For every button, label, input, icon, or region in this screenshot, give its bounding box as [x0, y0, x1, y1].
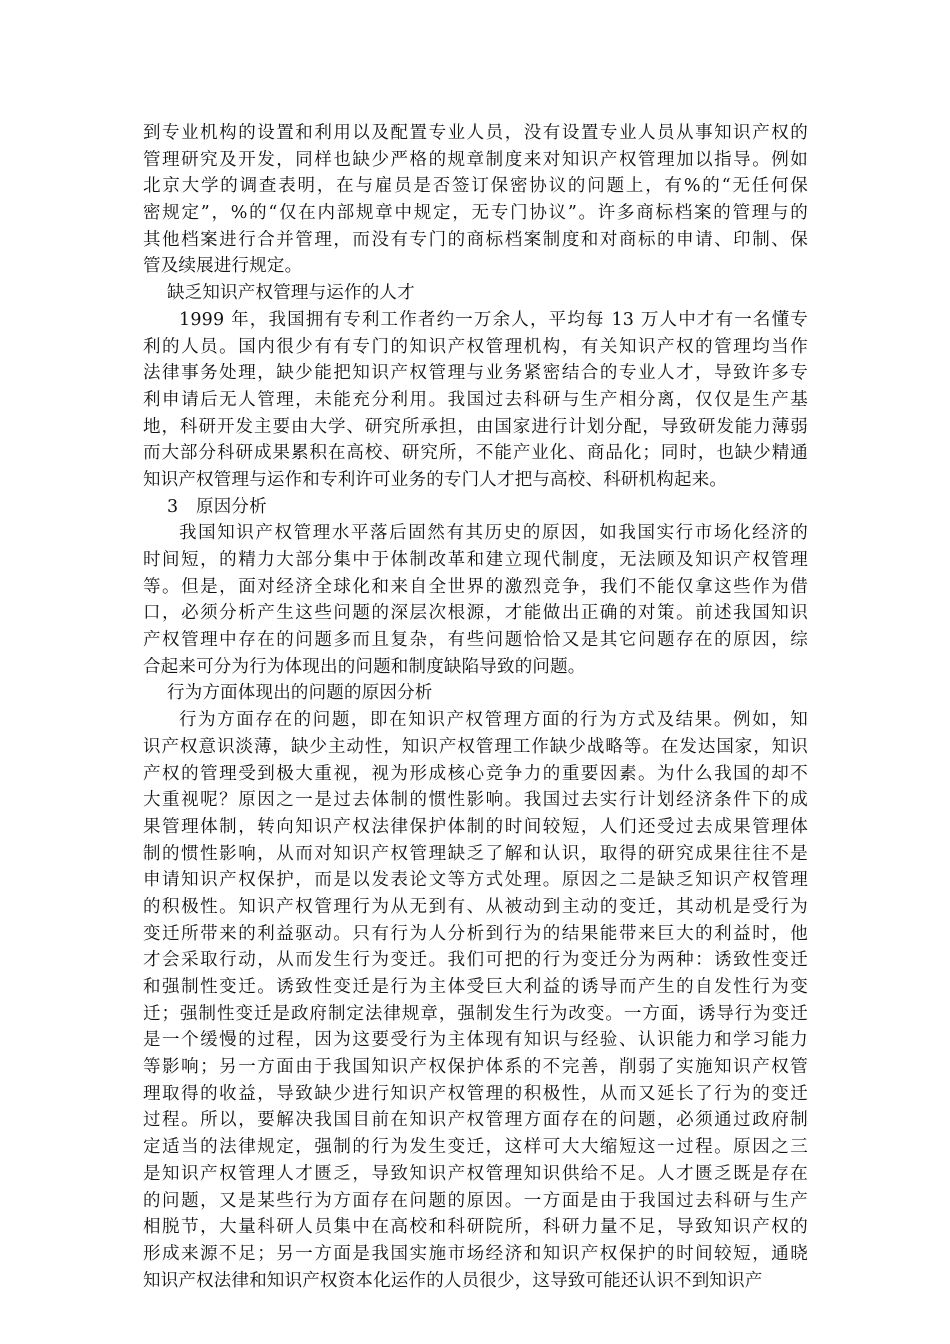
text-line: 行为方面存在的问题，即在知识产权管理方面的行为方式及结果。例如，知 [179, 710, 808, 731]
text-line: 管理研究及开发，同样也缺少严格的规章制度来对知识产权管理加以指导。例如 [143, 149, 808, 170]
text-line: 变迁所带来的利益驱动。只有行为人分析到行为的结果能带来巨大的利益时，他 [143, 923, 808, 944]
section-heading [143, 280, 808, 307]
paragraph [143, 307, 808, 494]
text-line: 识产权意识淡薄，缺少主动性，知识产权管理工作缺少战略等。在发达国家，知识 [143, 736, 808, 757]
text-line: 法律事务处理，缺少能把知识产权管理与业务紧密结合的专业人才，导致许多专 [143, 363, 808, 384]
text-line: 密规定”，%的“仅在内部规章中规定，无专门协议”。许多商标档案的管理与的 [143, 203, 808, 224]
text-line: 利申请后无人管理，未能充分利用。我国过去科研与生产相分离，仅仅是生产基 [143, 389, 808, 410]
text-line: 相脱节，大量科研人员集中在高校和科研院所，科研力量不足，导致知识产权的 [143, 1217, 808, 1238]
paragraph [143, 120, 808, 280]
text-line: 产权管理中存在的问题多而且复杂，有些问题恰恰又是其它问题存在的原因，综 [143, 630, 808, 651]
text-line: 等。但是，面对经济全球化和来自全世界的激烈竞争，我们不能仅拿这些作为借 [143, 576, 808, 597]
section-heading [143, 494, 808, 521]
text-line: 时间短，的精力大部分集中于体制改革和建立现代制度，无法顾及知识产权管理 [143, 550, 808, 570]
text-line: 定适当的法律规定，强制的行为发生变迁，这样可大大缩短这一过程。原因之三 [143, 1137, 808, 1158]
text-line: 过程。所以，要解决我国目前在知识产权管理方面存在的问题，必须通过政府制 [143, 1110, 808, 1131]
text-line: 和强制性变迁。诱致性变迁是行为主体受巨大利益的诱导而产生的自发性行为变 [143, 977, 808, 997]
text-line: 是一个缓慢的过程，因为这要受行为主体现有知识与经验、认识能力和学习能力 [143, 1030, 808, 1051]
text-line: 1999 年，我国拥有专利工作者约一万余人，平均每 13 万人中才有一名懂专 [179, 309, 808, 330]
text-line: 产权的管理受到极大重视，视为形成核心竞争力的重要因素。为什么我国的却不 [143, 763, 808, 784]
heading-text: 缺乏知识产权管理与运作的人才 [167, 283, 415, 304]
text-line: 是知识产权管理人才匮乏，导致知识产权管理知识供给不足。人才匮乏既是存在 [143, 1163, 808, 1184]
text-line: 大重视呢？原因之一是过去体制的惯性影响。我国过去实行计划经济条件下的成 [143, 790, 808, 811]
text-line: 知识产权管理与运作和专利许可业务的专门人才把与高校、科研机构起来。 [143, 469, 728, 490]
section-heading [143, 680, 808, 707]
text-line: 北京大学的调查表明，在与雇员是否签订保密协议的问题上，有%的“无任何保 [143, 176, 808, 197]
text-line: 才会采取行动，从而发生行为变迁。我们可把的行为变迁分为两种：诱致性变迁 [143, 950, 808, 971]
text-line: 形成来源不足；另一方面是我国实施市场经济和知识产权保护的时间较短，通晓 [143, 1243, 808, 1264]
text-line: 合起来可分为行为体现出的问题和制度缺陷导致的问题。 [143, 656, 586, 677]
paragraph [143, 707, 808, 1294]
text-line: 等影响；另一方面由于我国知识产权保护体系的不完善，削弱了实施知识产权管 [143, 1057, 808, 1078]
text-line: 迁；强制性变迁是政府制定法律规章，强制发生行为改变。一方面，诱导行为变迁 [143, 1003, 808, 1024]
document-body [143, 120, 808, 1294]
text-line: 其他档案进行合并管理，而没有专门的商标档案制度和对商标的申请、印制、保 [143, 229, 808, 250]
text-line: 申请知识产权保护，而是以发表论文等方式处理。原因之二是缺乏知识产权管理 [143, 870, 808, 891]
text-line: 理取得的收益，导致缺少进行知识产权管理的积极性，从而又延长了行为的变迁 [143, 1083, 808, 1104]
text-line: 地，科研开发主要由大学、研究所承担，由国家进行计划分配，导致研发能力薄弱 [143, 416, 808, 437]
text-line: 利的人员。国内很少有有专门的知识产权管理机构，有关知识产权的管理均当作 [143, 336, 808, 357]
text-line: 口，必须分析产生这些问题的深层次根源，才能做出正确的对策。前述我国知识 [143, 603, 808, 624]
paragraph [143, 520, 808, 680]
text-line: 知识产权法律和知识产权资本化运作的人员很少，这导致可能还认识不到知识产 [143, 1270, 763, 1291]
heading-text: 行为方面体现出的问题的原因分析 [167, 683, 433, 704]
text-line: 到专业机构的设置和利用以及配置专业人员，没有设置专业人员从事知识产权的 [143, 123, 808, 143]
text-line: 管及续展进行规定。 [143, 256, 303, 277]
text-line: 果管理体制，转向知识产权法律保护体制的时间较短，人们还受过去成果管理体 [143, 816, 808, 837]
heading-text: 3 原因分析 [167, 496, 267, 517]
text-line: 我国知识产权管理水平落后固然有其历史的原因，如我国实行市场化经济的 [179, 523, 808, 544]
text-line: 制的惯性影响，从而对知识产权管理缺乏了解和认识，取得的研究成果往往不是 [143, 843, 808, 864]
text-line: 的问题，又是某些行为方面存在问题的原因。一方面是由于我国过去科研与生产 [143, 1190, 808, 1211]
text-line: 的积极性。知识产权管理行为从无到有、从被动到主动的变迁，其动机是受行为 [143, 896, 808, 917]
text-line: 而大部分科研成果累积在高校、研究所，不能产业化、商品化；同时，也缺少精通 [143, 443, 808, 464]
